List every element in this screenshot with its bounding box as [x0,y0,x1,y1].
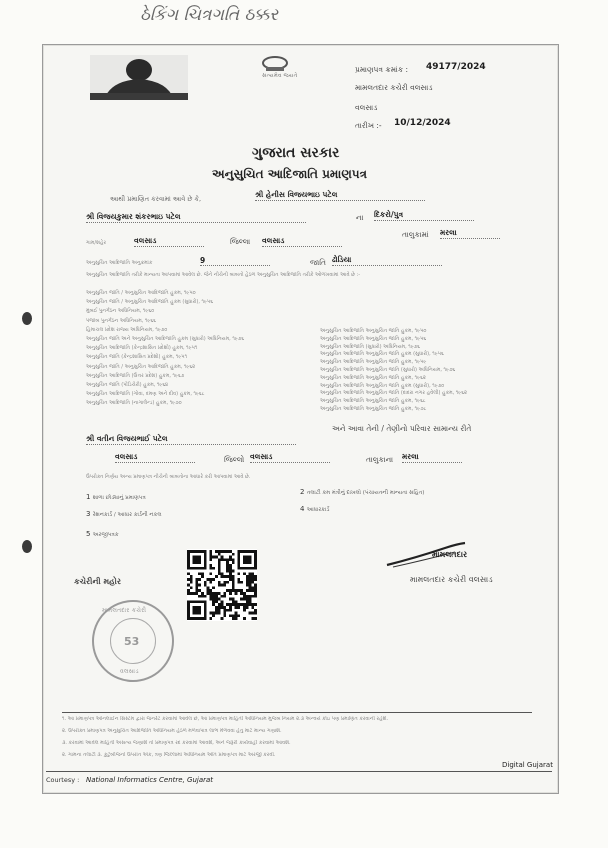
order-list-item: મુંબઈ પુનર્ગઠન અધિનિયમ, ૧૯૬૦ [86,308,155,315]
signatory-title: મામલતદાર [432,550,468,559]
order-list-item: અનુસુચિત આદિજાતિ અનુસુચિત જાતિ હુકમ, ૧૯૫૦ [320,328,427,334]
emblem-caption: સત્યમેવ જયતે [262,73,298,79]
office-place: વલસાડ [355,103,378,112]
punch-hole-top [22,312,32,325]
date-label: તારીખ :- [355,121,382,130]
residence-taluka-label: તાલુકાના [366,455,394,464]
seal-label: કચેરીની મહોર [74,577,121,586]
office-seal [92,600,174,682]
proof-text: આધારકાર્ડ [306,507,330,513]
order-list-item: અનુસુચિત આદિજાતિ અનુસુચિત જાતિ (સુધારો) અધિનિયમ, ૧૯૭૬ [320,367,456,373]
entry-label: અનુસુચિત આદિજાતિ અનુક્રમાંક [86,260,153,266]
punch-hole-bottom [22,540,32,553]
proof-item [300,488,424,497]
proof-item [86,510,162,519]
order-list-item: અનુસુચિત આદિજાતિ અનુસુચિત જાતિ હુકમ, ૧૯૫૯ [320,359,427,366]
seal-number: 53 [124,635,140,648]
proof-item [300,505,329,514]
seal-outer-text: મામલતદાર કચેરી [102,607,147,614]
legal-clause: અનુસુચિત આદિજાતિ તરીકે માન્યતા આપવામાં આવેલ છે. જેને નીચેની બાબતો હેઠળ અનુસુચિત આદિજાતિ તરીકે ઓળખવામાં આવે છે :- [86,272,361,278]
residence-district: વલસાડ [250,452,330,463]
residence-label: અને આવા તેની / તેણીનો પરિવાર સામાન્ય રીતે [332,424,472,433]
order-list-item: અનુસુચિત આદિજાતિ અનુસુચિત જાતિ હુકમ, ૧૯૬૨ [320,374,426,381]
order-list-item: અનુસુચિત આદિજાતિ અનુસુચિત જાતિ હુકમ (સુધારો), ૧૯૫૬ [320,351,444,358]
courtesy-label: Courtesy : [46,776,80,784]
order-list-item: અનુસુચિત આદિજાતિ અનુસુચિત જાતિ હુકમ, ૧૯૬૮ [320,398,426,405]
order-list-item: અનુસુચિત આદિજાતિ (કેન્દ્રશાસિત પ્રદેશો) હુકમ, ૧૯૫૧ [86,345,198,352]
footer-note: ૨. ઉપરોક્ત પ્રમાણપત્ર અનુસુચિત આદિજાતિ અધિનિયમ હેઠળ મળવાપાત્ર લાભ મેળવવા હેતુ માટે માન્ય ગણાશે. [62,728,282,734]
order-list-item: અનુસુચિત જાતિ (કેન્દ્રશાસિત પ્રદેશો) હુકમ, ૧૯૫૧ [86,354,188,361]
order-list-item: અનુસુચિત જાતિ / અનુસુચિત આદિજાતિ હુકમ, ૧૯૫૦ [86,290,196,296]
certificate-title: અનુસુચિત આદિજાતિ પ્રમાણપત્ર [212,167,367,181]
order-list-item: હિમાચલ પ્રદેશ રાજ્ય અધિનિયમ, ૧૯૭૦ [86,326,168,333]
order-list-item: અનુસુચિત જાતિ / અનુસુચિત આદિજાતિ હુકમ, ૧૯૬૨ [86,363,196,370]
proof-clause: ઉપરોક્ત નિર્ણય અન્ય પ્રમાણપત્ર નીચેની બાબતોના આધારે કરી આપવામાં આવે છે. [86,474,251,480]
order-list-item: અનુસુચિત આદિજાતિ (નાગાલેન્ડ) હુકમ, ૧૯૭૦ [86,400,182,407]
signatory-office: મામલતદાર કચેરી વલસાડ [410,575,493,584]
relation-label: ના [356,213,364,222]
taluka-value: મરલા [440,228,500,239]
district-value: વલસાડ [262,236,342,247]
bottom-divider [46,771,552,772]
proof-text: તલાટી કમ મંત્રીનું દાખલો (પંચાયતની માન્યતા સહિત) [306,490,425,496]
proof-number: 3 [86,510,93,518]
footer-note: ૧. આ પ્રમાણપત્ર ઓનલાઈન સિસ્ટમ દ્વારા જનરેટ કરવામાં આવેલ છે, આ પ્રમાણપત્ર માહિતી અધિનિયમ મુજબ નિયમ ૨.૩ અન્વયે કોઇ પણ પ્રમાણિત કરવાની રહેશે. [62,716,389,722]
footer-divider [62,712,532,713]
issue-date: 10/12/2024 [394,118,451,128]
office-name: મામલતદાર કચેરી વલસાડ [355,83,433,92]
proof-item [86,493,146,502]
proof-number: 1 [86,493,93,501]
proof-text: અરજીપત્રક [92,532,119,538]
qr-code [187,549,257,621]
parent-name: શ્રી વિજયકુમાર શંકરભાઇ પટેલ [86,212,306,223]
intro-text: આથી પ્રમાણિત કરવામાં આવે છે કે, [110,195,202,203]
applicant-photo [90,55,188,100]
cert-no-label: પ્રમાણપત્ર ક્રમાંક : [355,65,409,74]
cert-no: 49177/2024 [426,62,486,72]
applicant-name: શ્રી હેનીસ વિજયભાઇ પટેલ [255,190,425,201]
order-list-item: અનુસુચિત આદિજાતિ અનુસુચિત જાતિ (દાદરા નગર હવેલી) હુકમ, ૧૯૬૨ [320,390,467,397]
order-list-item: અનુસુચિત આદિજાતિ અનુસુચિત જાતિ હુકમ, ૧૯૫૬ [320,335,427,342]
order-list-item: અનુસુચિત આદિજાતિ (સુધારો) અધિનિયમ, ૧૯૭૬ [320,343,420,350]
taluka-label: તાલુકામાં [402,230,429,239]
govt-title: ગુજરાત સરકાર [252,145,340,161]
proof-number: 2 [300,488,307,496]
courtesy-text: National Informatics Centre, Gujarat [86,776,214,784]
village-value: વલસાડ [134,236,204,247]
proof-text: રેશનકાર્ડ / આધાર કાર્ડની નકલ [92,512,162,518]
residence-taluka: મરલા [402,452,462,463]
footer-note: ૨. ગામના તલાટી ૩. કુટુંબીજનો ઉપરાંત એક, ત્રણ જિલ્લામાં અધિનિયમ અંતિ પ્રમાણપત્ર માટે અરજી કરવી. [62,752,276,758]
residence-district-label: જિલ્લો [224,455,245,464]
handwritten-note: ઠેકિંગ ચિત્રગતિ ઠક્કર [140,5,279,25]
order-list-item: પંજાબ પુનર્ગઠન અધિનિયમ, ૧૯૬૬ [86,317,156,324]
order-list-item: અનુસુચિત આદિજાતિ (ઉત્તર પ્રદેશ) હુકમ, ૧૯૬૭ [86,372,185,379]
district-label: જિલ્લા [230,237,251,246]
proof-number: 5 [86,530,93,538]
order-list-item: અનુસુચિત આદિજાતિ (ગોવા, દમણ અને દીવ) હુકમ, ૧૯૬૮ [86,391,205,398]
order-list-item: અનુસુચિત આદિજાતિ અનુસુચિત જાતિ હુકમ, ૧૯૭૮ [320,406,427,412]
relation-value: દિકરો/પુત્ર [374,210,474,221]
order-list-item: અનુસુચિત જાતિ અને અનુસુચિત આદિજાતિ હુકમ (સુધારો) અધિનિયમ, ૧૯૭૬ [86,336,245,342]
village-label: ગામ/શહેર [86,240,107,246]
proof-item [86,530,119,539]
proof-text: શાળા છોડ્યાનું પ્રમાણપત્ર [92,495,146,501]
order-list-item: અનુસુચિત જાતિ (પોંડિચેરી) હુકમ, ૧૯૬૪ [86,382,169,388]
footer-note: ૩. કરવામાં આવેલ માહિતી અસત્ય જણાશે તો પ્રમાણપત્ર રદ કરવામાં આવશે, અને જરૂરી કાર્યવાહી કરવામાં આવશે. [62,740,291,746]
proof-number: 4 [300,505,307,513]
order-list-item: અનુસુચિત આદિજાતિ અનુસુચિત જાતિ હુકમ (સુધારો), ૧૯૭૦ [320,382,445,389]
resident-name: શ્રી વતીન વિજયભાઈ પટેલ [86,434,296,445]
tribe-value: ઢોડિયા [332,255,442,266]
entry-no: 9 [200,256,270,266]
brand-name: Digital Gujarat [502,761,553,769]
residence-village: વલસાડ [115,452,195,463]
tribe-label: જાતિ [310,258,326,267]
order-list-item: અનુસુચિત જાતિ / અનુસુચિત આદિજાતિ હુકમ (સુધારો), ૧૯૫૬ [86,299,214,306]
seal-bottom-text: વલસાડ [120,668,139,675]
